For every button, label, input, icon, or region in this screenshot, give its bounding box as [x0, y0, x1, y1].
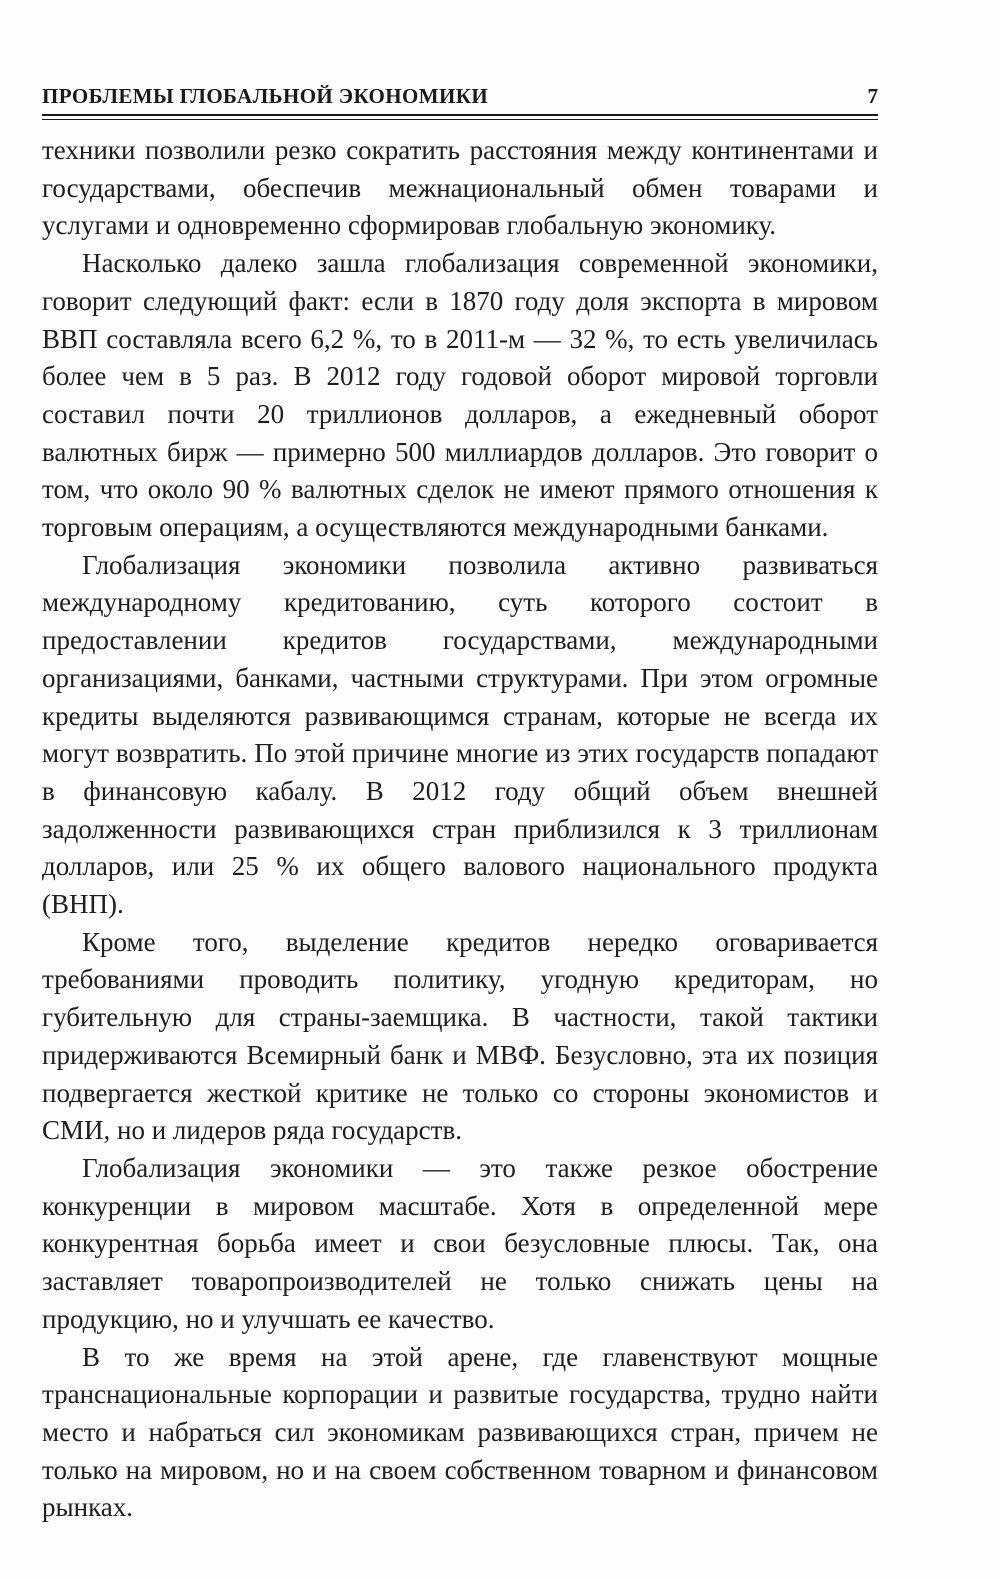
page-number: 7	[867, 84, 878, 108]
paragraph: Глобализация экономики позволила активно развиваться международному кредитованию, суть которого состоит в предоставлении кредитов государствами, международными организациями, банками, частными структурами. При этом огромные кредиты выделяются развивающимся странам, которые не всегда их могут возвратить. По этой причине многие из этих государств попадают в финансовую кабалу. В 2012 году общий объем внешней задолженности развивающихся стран приблизился к 3 триллионам долларов, или 25 % их общего валового национального продукта (ВНП).	[42, 549, 878, 920]
running-header	[42, 84, 878, 114]
paragraph: Насколько далеко зашла глобализация современной экономики, говорит следующий факт: если в 1870 году доля экспорта в мировом ВВП составляла всего 6,2 %, то в 2011-м — 32 %, то есть увеличилась более чем в 5 раз. В 2012 году годовой оборот мировой торговли составил почти 20 триллионов долларов, а ежедневный оборот валютных бирж — примерно 500 миллиардов долларов. Это говорит о том, что около 90 % валютных сделок не имеют прямого отношения к торговым операциям, а осуществляются международными банками.	[42, 248, 878, 543]
paragraph: Глобализация экономики — это также резкое обострение конкуренции в мировом масштабе. Хотя в определенной мере конкурентная борьба имеет и свои безусловные плюсы. Так, она заставляет товаропроизводителей не только снижать цены на продукцию, но и улучшать ее качество.	[42, 1152, 878, 1334]
paragraph: В то же время на этой арене, где главенствуют мощные транснациональные корпорации и развитые государства, трудно найти место и набраться сил экономикам развивающихся стран, причем не только на мировом, но и на своем собственном товарном и финансовом рынках.	[42, 1341, 878, 1523]
body-text	[42, 132, 878, 1527]
header-rule-thick	[42, 114, 878, 116]
header-rule-thin	[42, 119, 878, 120]
paragraph: Кроме того, выделение кредитов нередко оговаривается требованиями проводить политику, угодную кредиторам, но губительную для страны-заемщика. В частности, такой тактики придерживаются Всемирный банк и МВФ. Безусловно, эта их позиция подвергается жесткой критике не только со стороны экономистов и СМИ, но и лидеров ряда государств.	[42, 926, 878, 1146]
running-title: ПРОБЛЕМЫ ГЛОБАЛЬНОЙ ЭКОНОМИКИ	[42, 84, 489, 108]
paragraph-continued: техники позволили резко сократить расстояния между континентами и государствами, обеспечив межнациональный обмен товарами и услугами и одновременно сформировав глобальную экономику.	[42, 135, 878, 241]
